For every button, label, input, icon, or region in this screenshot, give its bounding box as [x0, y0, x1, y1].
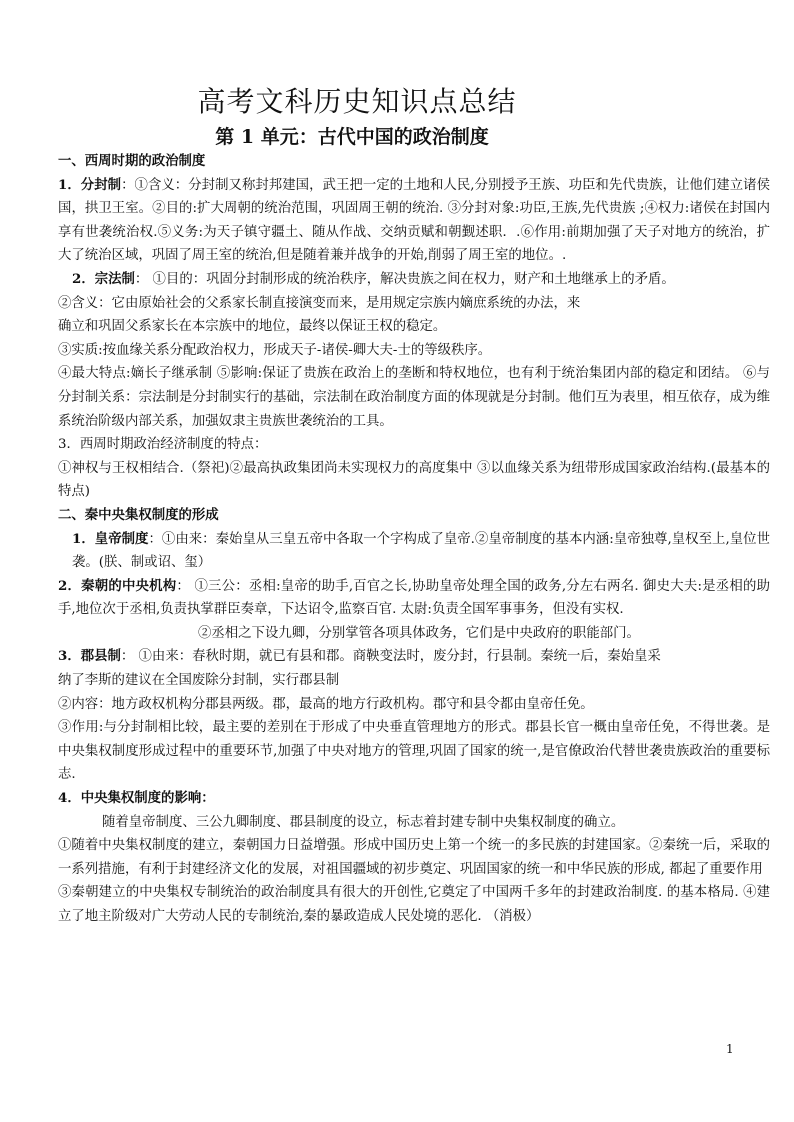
paragraph-line: ②丞相之下设九卿，分别掌管各项具体政务，它们是中央政府的职能部门。 [198, 625, 640, 641]
paragraph-label: 3．郡县制 [58, 648, 121, 665]
section-heading: 一、西周时期的政治制度 [58, 153, 206, 169]
paragraph [58, 268, 770, 292]
paragraph-text: ： ①由来：春秋时期，就已有县和郡。商鞅变法时，废分封，行县制。秦统一后，秦始皇采 [120, 649, 661, 665]
paragraph-label: 4．中央集权制度的影响： [58, 790, 215, 807]
paragraph-line: ③实质:按血缘关系分配政治权力，形成天子-诸侯-卿大夫-士的等级秩序。 [58, 342, 492, 358]
paragraph-label: 2．宗法制 [72, 270, 135, 287]
unit-title: 第 1 单元：古代中国的政治制度 [215, 126, 489, 148]
paragraph-line: ①随着中央集权制度的建立，秦朝国力日益增强。形成中国历史上第一个统一的多民族的封建国家。②秦统一后，采取的一系列措施，有利于封建经济文化的发展，对祖国疆域的初步奠定、巩固国家的统一和中华民族的形成, 都起了重要作用 [58, 838, 770, 877]
paragraph [58, 575, 770, 622]
paragraph-line: 确立和巩固父系家长在本宗族中的地位，最终以保证王权的稳定。 [58, 319, 447, 335]
paragraph-line: ④最大特点:嫡长子继承制 ⑤影响:保证了贵族在政治上的垄断和特权地位，也有利于统治集团内部的稳定和团结。 ⑥与分封制关系：宗法制是分封制实行的基础，宗法制在政治制度方面的体现就是分封制。他们互为表里，相互依存，成为维系统治阶级内部关系，加强奴隶主贵族世袭统治的工具。 [58, 366, 770, 429]
paragraph-line: ③作用:与分封制相比较，最主要的差别在于形成了中央垂直管理地方的形式。郡县长官一概由皇帝任免，不得世袭。是中央集权制度形成过程中的重要环节,加强了中央对地方的管理,巩固了国家的统一,是官僚政治代替世袭贵族政治的重要标志. [58, 720, 770, 783]
paragraph-line: 纳了李斯的建议在全国废除分封制，实行郡县制 [58, 673, 340, 689]
section-heading: 二、秦中央集权制度的形成 [58, 506, 219, 523]
paragraph [58, 645, 770, 669]
paragraph-line: ②内容：地方政权机构分郡县两级。郡，最高的地方行政机构。郡守和县令都由皇帝任免。 [58, 696, 594, 712]
paragraph-line: ①神权与王权相结合.（祭祀)②最高执政集团尚未实现权力的高度集中 ③以血缘关系为纽带形成国家政治结构.(最基本的特点) [58, 460, 770, 500]
page-number: 1 [726, 1042, 734, 1056]
paragraph-line: ③秦朝建立的中央集权专制统治的政治制度具有很大的开创性,它奠定了中国两千多年的封建政治制度. 的基本格局. ④建立了地主阶级对广大劳动人民的专制统治,秦的暴政造成人民处境的恶化. （消极） [58, 885, 770, 924]
paragraph-label: 1．皇帝制度 [72, 530, 149, 547]
document-body [58, 150, 770, 929]
paragraph-text: ： ①目的：巩固分封制形成的统治秩序，解决贵族之间在权力，财产和土地继承上的矛盾。 [134, 271, 675, 287]
paragraph-text: ： ①三公：丞相:皇帝的助手,百官之长,协助皇帝处理全国的政务,分左右两名. 御史大夫:是丞相的助手,地位次于丞相,负责执掌群臣奏章，下达诏令,监察百官. 太尉:负责全国军事事务，但没有实权. [58, 578, 770, 618]
paragraph-label: 3．西周时期政治经济制度的特点： [58, 437, 268, 453]
paragraph-line: ②含义：它由原始社会的父系家长制直接演变而来，是用规定宗族内嫡庶系统的办法，来 [58, 295, 581, 311]
paragraph-label: 2．秦朝的中央机构 [58, 577, 177, 594]
document-title: 高考文科历史知识点总结 [197, 85, 517, 118]
paragraph-text: ：①含义：分封制又称封邦建国，武王把一定的土地和人民,分别授予王族、功臣和先代贵族，让他们建立诸侯国，拱卫王室。②目的:扩大周朝的统治范围，巩固周王朝的统治. ③分封对象:功臣,王族,先代贵族 ;④权力:诸侯在封国内享有世袭统治权.⑤义务:为天子镇守疆土、随从作战、交纳贡赋和朝觐述职．.⑥作用:前期加强了天子对地方的统治，扩大了统治区域，巩固了周王室的统治,但是随着兼并战争的开始,削弱了周王室的地位。. [58, 177, 770, 264]
paragraph [58, 174, 770, 268]
paragraph-label: 1．分封制 [58, 176, 122, 193]
paragraph-text: ：①由来：秦始皇从三皇五帝中各取一个字构成了皇帝.②皇帝制度的基本内涵:皇帝独尊,皇权至上,皇位世袭。(朕、制或诏、玺） [72, 531, 770, 571]
paragraph [58, 528, 770, 575]
paragraph-line: 随着皇帝制度、三公九卿制度、郡县制度的设立，标志着封建专制中央集权制度的确立。 [102, 814, 625, 830]
